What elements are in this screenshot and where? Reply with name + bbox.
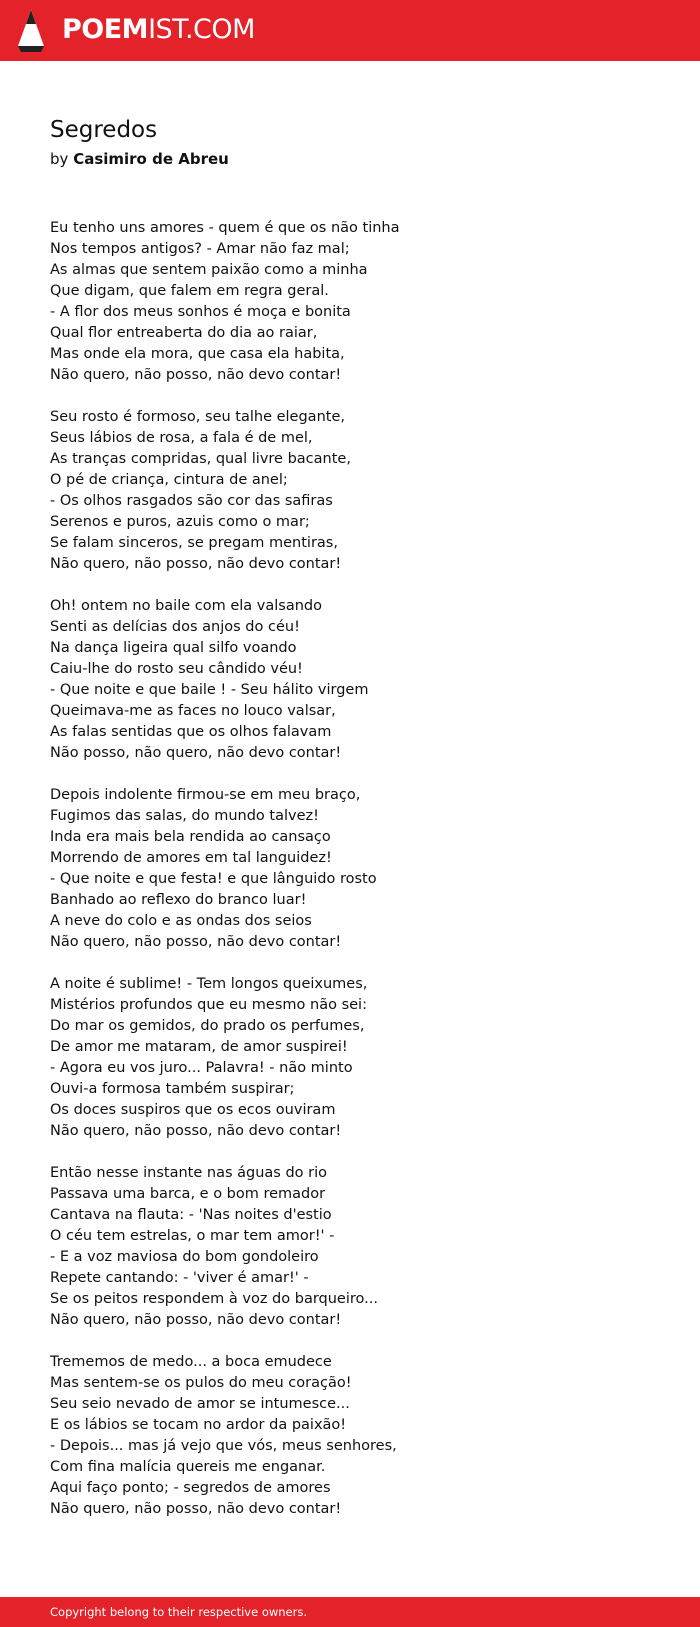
poem-line: Se falam sinceros, se pregam mentiras, — [50, 535, 338, 551]
poem-line: Não quero, não posso, não devo contar! — [50, 934, 342, 950]
poem-line: Seu rosto é formoso, seu talhe elegante, — [50, 409, 345, 425]
poem-line: Cantava na flauta: - 'Nas noites d'estio — [50, 1207, 332, 1223]
poem-line: Não quero, não posso, não devo contar! — [50, 1312, 342, 1328]
poem-line: Passava uma barca, e o bom remador — [50, 1186, 326, 1202]
poem-line: Mas onde ela mora, que casa ela habita, — [50, 346, 345, 362]
stanza — [50, 1163, 650, 1331]
poem-line: Repete cantando: - 'viver é amar!' - — [50, 1270, 309, 1286]
poem-line: Não quero, não posso, não devo contar! — [50, 1123, 342, 1139]
byline-prefix: by — [50, 150, 69, 168]
poem-line: O pé de criança, cintura de anel; — [50, 472, 288, 488]
poem-line: Qual flor entreaberta do dia ao raiar, — [50, 325, 318, 341]
poem-line: - Depois... mas já vejo que vós, meus senhores, — [50, 1438, 397, 1454]
author-name[interactable]: Casimiro de Abreu — [73, 150, 229, 168]
poem-line: Serenos e puros, azuis como o mar; — [50, 514, 310, 530]
site-footer — [0, 1597, 700, 1627]
poem-title: Segredos — [50, 117, 158, 143]
poem-line: Na dança ligeira qual silfo voando — [50, 640, 297, 656]
poem-line: Aqui faço ponto; - segredos de amores — [50, 1480, 331, 1496]
site-logo[interactable] — [62, 10, 255, 50]
poem-line: Se os peitos respondem à voz do barqueiro... — [50, 1291, 378, 1307]
stanza — [50, 407, 650, 575]
stanza — [50, 596, 650, 764]
poem-line: Não quero, não posso, não devo contar! — [50, 1501, 342, 1517]
poem-line: - Que noite e que festa! e que lânguido rosto — [50, 871, 377, 887]
poem-line: Não quero, não posso, não devo contar! — [50, 556, 342, 572]
poem-line: Fugimos das salas, do mundo talvez! — [50, 808, 319, 824]
stanza — [50, 218, 650, 386]
poem-line: Morrendo de amores em tal languidez! — [50, 850, 332, 866]
poem-line: Inda era mais bela rendida ao cansaço — [50, 829, 331, 845]
poem-line: - E a voz maviosa do bom gondoleiro — [50, 1249, 319, 1265]
poem-line: A neve do colo e as ondas dos seios — [50, 913, 312, 929]
poem-line: Trememos de medo... a boca emudece — [50, 1354, 332, 1370]
poem-line: As tranças compridas, qual livre bacante, — [50, 451, 351, 467]
brand-light: IST.COM — [148, 14, 255, 45]
poem-line: Oh! ontem no baile com ela valsando — [50, 598, 322, 614]
poem-line: Nos tempos antigos? - Amar não faz mal; — [50, 241, 350, 257]
poem-line: - Agora eu vos juro... Palavra! - não minto — [50, 1060, 353, 1076]
poem-line: Com fina malícia quereis me enganar. — [50, 1459, 326, 1475]
poem-line: - Os olhos rasgados são cor das safiras — [50, 493, 333, 509]
copyright-text: Copyright belong to their respective owners. — [50, 1605, 308, 1619]
poem-line: Senti as delícias dos anjos do céu! — [50, 619, 300, 635]
poem-line: Não quero, não posso, não devo contar! — [50, 367, 342, 383]
poem-line: Mas sentem-se os pulos do meu coração! — [50, 1375, 352, 1391]
poem-line: Caiu-lhe do rosto seu cândido véu! — [50, 661, 303, 677]
poem-line: Ouvi-a formosa também suspirar; — [50, 1081, 295, 1097]
poem-line: Seu seio nevado de amor se intumesce... — [50, 1396, 350, 1412]
poem-line: E os lábios se tocam no ardor da paixão! — [50, 1417, 347, 1433]
poem-line: De amor me mataram, de amor suspirei! — [50, 1039, 348, 1055]
poem-line: A noite é sublime! - Tem longos queixumes, — [50, 976, 368, 992]
poem-line: Os doces suspiros que os ecos ouviram — [50, 1102, 336, 1118]
poem-line: Eu tenho uns amores - quem é que os não tinha — [50, 220, 400, 236]
poem-line: Queimava-me as faces no louco valsar, — [50, 703, 336, 719]
poem-line: O céu tem estrelas, o mar tem amor!' - — [50, 1228, 335, 1244]
poem-body — [50, 218, 650, 1541]
poem-line: Banhado ao reflexo do branco luar! — [50, 892, 307, 908]
poem-line: Do mar os gemidos, do prado os perfumes, — [50, 1018, 365, 1034]
site-header — [0, 0, 700, 61]
stanza — [50, 974, 650, 1142]
poem-line: As falas sentidas que os olhos falavam — [50, 724, 332, 740]
poem-line: - Que noite e que baile ! - Seu hálito virgem — [50, 682, 369, 698]
stanza — [50, 1352, 650, 1520]
brand-bold: POEM — [62, 14, 149, 45]
stanza — [50, 785, 650, 953]
pencil-tip-icon[interactable] — [17, 9, 45, 53]
poem-line: Mistérios profundos que eu mesmo não sei: — [50, 997, 367, 1013]
poem-line: As almas que sentem paixão como a minha — [50, 262, 368, 278]
byline — [50, 148, 229, 170]
poem-line: Que digam, que falem em regra geral. — [50, 283, 329, 299]
poem-line: Depois indolente firmou-se em meu braço, — [50, 787, 361, 803]
poem-line: Seus lábios de rosa, a fala é de mel, — [50, 430, 313, 446]
poem-line: Não posso, não quero, não devo contar! — [50, 745, 342, 761]
poem-line: Então nesse instante nas águas do rio — [50, 1165, 328, 1181]
poem-line: - A flor dos meus sonhos é moça e bonita — [50, 304, 351, 320]
